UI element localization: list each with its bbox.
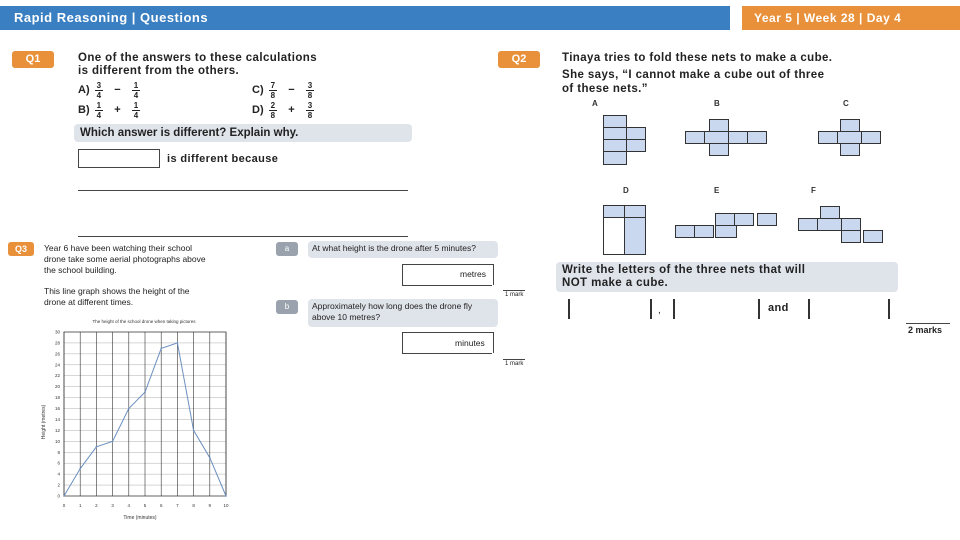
q3-intro-2: This line graph shows the height of the drone at different times. xyxy=(44,286,190,307)
y-tick-label: 18 xyxy=(54,395,60,401)
net-f xyxy=(798,206,888,244)
x-tick-label: 1 xyxy=(78,503,82,508)
q1-because-label: is different because xyxy=(167,153,279,165)
x-tick-label: 8 xyxy=(192,503,195,508)
y-tick-label: 8 xyxy=(57,449,60,455)
x-tick-label: 6 xyxy=(159,503,163,508)
q1-text-line1: One of the answers to these calculations xyxy=(78,52,318,64)
chart-title: The height of the school drone when taking pictures xyxy=(92,319,196,324)
net-label-e: E xyxy=(714,186,720,195)
q2-marks-line xyxy=(906,323,950,324)
data-point xyxy=(193,430,195,432)
data-point xyxy=(177,342,179,344)
net-a xyxy=(603,115,649,167)
q3b-mark: 1 mark xyxy=(505,361,524,367)
header-title: Rapid Reasoning | Questions xyxy=(0,6,730,30)
net-d xyxy=(603,205,647,255)
q3-intro: Year 6 have been watching their school drone take some aerial photographs above the school building. xyxy=(44,243,206,275)
q2-badge: Q2 xyxy=(498,51,540,68)
calc-b: B) $\frac{1}{4}$ + $\frac{1}{4}$ xyxy=(78,101,139,120)
q3b-answer-line xyxy=(402,353,492,354)
data-point xyxy=(96,446,98,448)
data-point xyxy=(112,441,114,443)
net-label-f: F xyxy=(811,186,816,195)
q2-answer-3[interactable] xyxy=(814,301,886,317)
data-point xyxy=(160,348,162,350)
y-tick-label: 30 xyxy=(54,329,60,335)
chart-grid xyxy=(64,332,226,496)
chart-x-ticks xyxy=(63,503,229,508)
q1-prompt: Which answer is different? Explain why. xyxy=(74,124,412,142)
net-b xyxy=(685,119,765,157)
q2-answer-1[interactable] xyxy=(574,301,648,317)
x-tick-label: 4 xyxy=(127,503,131,508)
net-label-a: A xyxy=(592,99,598,108)
data-point xyxy=(63,495,65,497)
net-e xyxy=(675,213,783,239)
y-tick-label: 14 xyxy=(54,416,60,422)
data-point xyxy=(144,391,146,393)
q2-text-line2: She says, “I cannot make a cube out of three xyxy=(562,69,825,81)
q3b-unit: minutes xyxy=(455,338,485,348)
chart-ylabel: Height (metres) xyxy=(41,404,47,440)
net-label-b: B xyxy=(714,99,720,108)
q3a-mark: 1 mark xyxy=(505,292,524,298)
net-label-c: C xyxy=(843,99,849,108)
y-tick-label: 0 xyxy=(57,493,60,499)
q3b-question: Approximately how long does the drone fly above 10 metres? xyxy=(308,299,498,327)
header-week: Year 5 | Week 28 | Day 4 xyxy=(742,6,960,30)
calc-d: D) $\frac{2}{8}$ + $\frac{3}{8}$ xyxy=(252,101,313,120)
net-c xyxy=(818,119,882,157)
data-point xyxy=(225,495,227,497)
q3a-unit: metres xyxy=(460,269,486,279)
q2-answer-divider-4 xyxy=(758,299,760,319)
q3a-mark-line xyxy=(503,290,525,291)
q3b-badge: b xyxy=(276,300,298,314)
q2-text-line3: of these nets.” xyxy=(562,83,648,95)
q2-answer-divider-2 xyxy=(650,299,652,319)
x-tick-label: 3 xyxy=(111,503,114,508)
q3a-badge: a xyxy=(276,242,298,256)
x-tick-label: 0 xyxy=(62,503,66,508)
y-tick-label: 24 xyxy=(54,362,60,368)
y-tick-label: 16 xyxy=(54,406,60,412)
x-tick-label: 9 xyxy=(208,503,212,508)
y-tick-label: 2 xyxy=(57,482,60,488)
q3-badge: Q3 xyxy=(8,242,34,256)
q1-answer-line-2[interactable] xyxy=(78,236,408,237)
q3b-mark-line xyxy=(503,359,525,360)
y-tick-label: 12 xyxy=(54,427,60,433)
q2-and: and xyxy=(768,302,789,314)
calc-c: C) $\frac{7}{8}$ − $\frac{3}{8}$ xyxy=(252,81,313,100)
data-point xyxy=(128,408,130,410)
q2-answer-divider-3 xyxy=(673,299,675,319)
x-tick-label: 10 xyxy=(223,503,229,508)
data-point xyxy=(209,457,211,459)
y-tick-label: 26 xyxy=(54,351,60,357)
q1-answer-box[interactable] xyxy=(78,149,160,168)
q1-badge: Q1 xyxy=(12,51,54,68)
q2-answer-divider-6 xyxy=(888,299,890,319)
chart-y-ticks xyxy=(55,330,61,499)
q2-answer-divider-1 xyxy=(568,299,570,319)
q2-answer-2[interactable] xyxy=(679,301,755,317)
q2-prompt: Write the letters of the three nets that will NOT make a cube. xyxy=(556,262,898,292)
calc-a: A) $\frac{3}{4}$ − $\frac{1}{4}$ xyxy=(78,81,139,100)
x-tick-label: 2 xyxy=(95,503,98,508)
q1-text-line2: is different from the others. xyxy=(78,65,240,77)
chart-xlabel: Time (minutes) xyxy=(123,515,157,521)
y-tick-label: 6 xyxy=(57,460,60,466)
x-tick-label: 7 xyxy=(176,503,179,508)
q2-comma: , xyxy=(658,305,661,316)
y-tick-label: 10 xyxy=(54,438,60,444)
y-tick-label: 20 xyxy=(54,384,60,390)
x-tick-label: 5 xyxy=(143,503,147,508)
q3a-question: At what height is the drone after 5 minutes? xyxy=(308,241,498,258)
q3a-answer-line xyxy=(402,285,492,286)
y-tick-label: 28 xyxy=(54,340,60,346)
drone-height-chart xyxy=(36,312,246,524)
net-label-d: D xyxy=(623,186,629,195)
q2-marks: 2 marks xyxy=(908,325,943,335)
y-tick-label: 4 xyxy=(57,471,60,477)
q1-answer-line-1[interactable] xyxy=(78,190,408,191)
q2-text-line1: Tinaya tries to fold these nets to make a cube. xyxy=(562,52,833,64)
data-point xyxy=(79,468,81,470)
y-tick-label: 22 xyxy=(54,373,60,379)
q2-answer-divider-5 xyxy=(808,299,810,319)
